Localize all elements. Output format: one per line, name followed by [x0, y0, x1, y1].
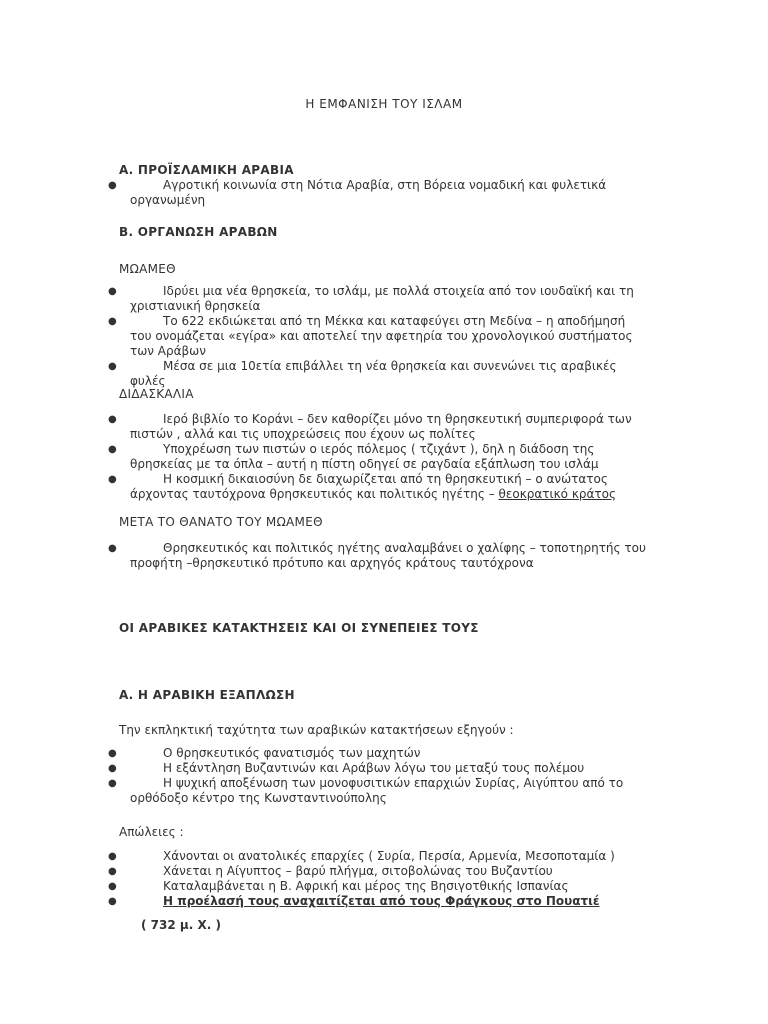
list-item	[108, 442, 648, 472]
list-item-text: Η ψυχική αποξένωση των μονοφυσιτικών επαρχιών Συρίας, Αιγύπτου από το ορθόδοξο κέντρο της Κωνσταντινούπολης	[130, 776, 624, 805]
bullet-icon: ●	[108, 361, 117, 372]
list-item-text: Αγροτική κοινωνία στη Νότια Αραβία, στη Βόρεια νομαδική και φυλετικά οργανωμένη	[130, 178, 607, 207]
list-item	[108, 314, 648, 359]
list-item	[108, 284, 648, 314]
list-item	[108, 864, 648, 879]
bullet-icon: ●	[108, 896, 117, 907]
list-item-text: Μέσα σε μια 10ετία επιβάλλει τη νέα θρησκεία και συνενώνει τις αραβικές φυλές	[130, 359, 617, 388]
after-death-list	[108, 541, 648, 571]
bullet-icon: ●	[108, 444, 117, 455]
list-item-text: Χάνονται οι ανατολικές επαρχίες ( Συρία, Περσία, Αρμενία, Μεσοποταμία )	[163, 849, 615, 863]
list-item	[108, 776, 648, 806]
list-item-text: Καταλαμβάνεται η Β. Αφρική και μέρος της Βησιγοτθικής Ισπανίας	[163, 879, 569, 893]
heading-arab-conquests: ΟΙ ΑΡΑΒΙΚΕΣ ΚΑΤΑΚΤΗΣΕΙΣ ΚΑΙ ΟΙ ΣΥΝΕΠΕΙΕΣ ΤΟΥΣ	[119, 621, 479, 635]
list-item-text: Η εξάντληση Βυζαντινών και Αράβων λόγω του μεταξύ τους πολέμου	[163, 761, 585, 775]
document-title: Η ΕΜΦΑΝΙΣΗ ΤΟΥ ΙΣΛΑΜ	[305, 97, 463, 111]
label-losses: Απώλειες :	[119, 825, 184, 839]
mohammed-list	[108, 284, 648, 389]
bullet-icon: ●	[108, 866, 117, 877]
list-item	[108, 849, 648, 864]
list-item	[108, 541, 648, 571]
list-item	[108, 879, 648, 894]
teaching-list	[108, 412, 648, 502]
list-item	[108, 472, 648, 502]
list-item-text: Η προέλασή τους αναχαιτίζεται από τους Φράγκους στο Πουατιέ	[163, 894, 600, 908]
heading-pre-islamic-arabia: Α. ΠΡΟΪΣΛΑΜΙΚΗ ΑΡΑΒΙΑ	[119, 163, 294, 177]
losses-list	[108, 849, 648, 909]
heading-arab-organization: Β. ΟΡΓΑΝΩΣΗ ΑΡΑΒΩΝ	[119, 225, 278, 239]
list-item	[108, 359, 648, 389]
label-mohammed: ΜΩΑΜΕΘ	[119, 262, 176, 276]
list-item-text: Χάνεται η Αίγυπτος – βαρύ πλήγμα, σιτοβολώνας του Βυζαντίου	[163, 864, 553, 878]
bullet-icon: ●	[108, 778, 117, 789]
list-item-text: Υποχρέωση των πιστών ο ιερός πόλεμος ( τζιχάντ ), δηλ η διάδοση της θρησκείας με τα όπλα – αυτή η πίστη οδηγεί σε ραγδαία εξάπλωση του ισλάμ	[130, 442, 599, 471]
bullet-icon: ●	[108, 881, 117, 892]
bullet-icon: ●	[108, 286, 117, 297]
bullet-icon: ●	[108, 851, 117, 862]
list-item-text: Θρησκευτικός και πολιτικός ηγέτης αναλαμβάνει ο χαλίφης – τοποτηρητής του προφήτη –θρησκευτικό πρότυπο και αρχηγός κράτους ταυτόχρονα	[130, 541, 646, 570]
bullet-icon: ●	[108, 543, 117, 554]
bullet-icon: ●	[108, 748, 117, 759]
list-item-text-prefix: Η κοσμική δικαιοσύνη δε διαχωρίζεται από τη θρησκευτική – ο ανώτατος άρχοντας ταυτόχρονα θρησκευτικός και πολιτικός ηγέτης –	[130, 472, 608, 501]
expansion-list	[108, 746, 648, 806]
heading-arab-expansion: Α. Η ΑΡΑΒΙΚΗ ΕΞΑΠΛΩΣΗ	[119, 688, 295, 702]
list-item	[108, 412, 648, 442]
bullet-icon: ●	[108, 316, 117, 327]
list-item	[108, 178, 648, 208]
pre-islamic-list	[108, 178, 648, 208]
bullet-icon: ●	[108, 414, 117, 425]
list-item-text: Ιδρύει μια νέα θρησκεία, το ισλάμ, με πολλά στοιχεία από τον ιουδαϊκή και τη χριστιανική θρησκεία	[130, 284, 634, 313]
list-item	[108, 761, 648, 776]
list-item	[108, 894, 648, 909]
bullet-icon: ●	[108, 474, 117, 485]
expansion-intro: Την εκπληκτική ταχύτητα των αραβικών κατακτήσεων εξηγούν :	[119, 723, 514, 737]
theocratic-state-link: θεοκρατικό κράτος	[498, 487, 617, 501]
bullet-icon: ●	[108, 763, 117, 774]
list-item-text: Ο θρησκευτικός φανατισμός των μαχητών	[163, 746, 421, 760]
list-item-text	[130, 472, 648, 502]
label-teaching: ΔΙΔΑΣΚΑΛΙΑ	[119, 387, 194, 401]
date-note: ( 732 μ. Χ. )	[141, 918, 221, 932]
list-item-text: Ιερό βιβλίο το Κοράνι – δεν καθορίζει μόνο τη θρησκευτική συμπεριφορά των πιστών , αλλά και τις υποχρεώσεις που έχουν ως πολίτες	[130, 412, 632, 441]
list-item-text: Το 622 εκδιώκεται από τη Μέκκα και καταφεύγει στη Μεδίνα – η αποδήμησή του ονομάζεται «εγίρα» και αποτελεί την αφετηρία του χρονολογικού συστήματος των Αράβων	[130, 314, 633, 358]
label-after-death: ΜΕΤΑ ΤΟ ΘΑΝΑΤΟ ΤΟΥ ΜΩΑΜΕΘ	[119, 515, 323, 529]
list-item	[108, 746, 648, 761]
bullet-icon: ●	[108, 180, 117, 191]
